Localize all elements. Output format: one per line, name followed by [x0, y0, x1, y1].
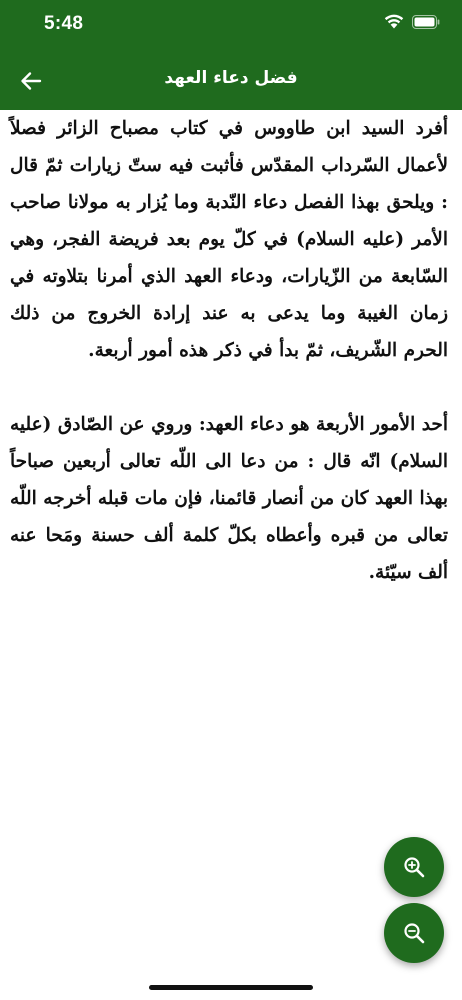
- zoom-in-icon: [402, 855, 426, 879]
- toolbar: [0, 56, 462, 106]
- zoom-in-button[interactable]: [384, 837, 444, 897]
- app-header: [0, 0, 462, 110]
- article-paragraph: أحد الأمور الأربعة هو دعاء العهد: وروي عن الصّادق (عليه السلام) انّه قال : من دعا الى اللّه تعالى أربعين صباحاً بهذا العهد كان من أنصار قائمنا، فإن مات قبله أخرجه اللّه تعالى من قبره وأعطاه بكلّ كلمة ألف حسنة ومَحا عنه ألف سيّئة.: [10, 414, 448, 583]
- zoom-out-icon: [402, 921, 426, 945]
- zoom-out-button[interactable]: [384, 903, 444, 963]
- battery-icon: [412, 15, 440, 29]
- status-time: 5:48: [44, 13, 84, 34]
- article-content: [0, 110, 462, 970]
- wifi-icon: [384, 14, 404, 29]
- status-icons: [384, 14, 440, 29]
- home-indicator[interactable]: [149, 985, 313, 990]
- status-bar: [0, 0, 462, 52]
- article-paragraph: أفرد السيد ابن طاووس في كتاب مصباح الزائر فصلاً لأعمال السّرداب المقدّس فأثبت فيه ستّ زيارات ثمّ قال : ويلحق بهذا الفصل دعاء النّدبة وما يُزار به مولانا صاحب الأمر (عليه السلام) في كلّ يوم بعد فريضة الفجر، وهي السّابعة من الزّيارات، ودعاء العهد الذي أمرنا بتلاوته في زمان الغيبة وما يدعى به عند إرادة الخروج من ذلك الحرم الشّريف، ثمّ بدأ في ذكر هذه أمور أربعة.: [10, 118, 448, 361]
- page-title: فضل دعاء العهد: [164, 68, 298, 88]
